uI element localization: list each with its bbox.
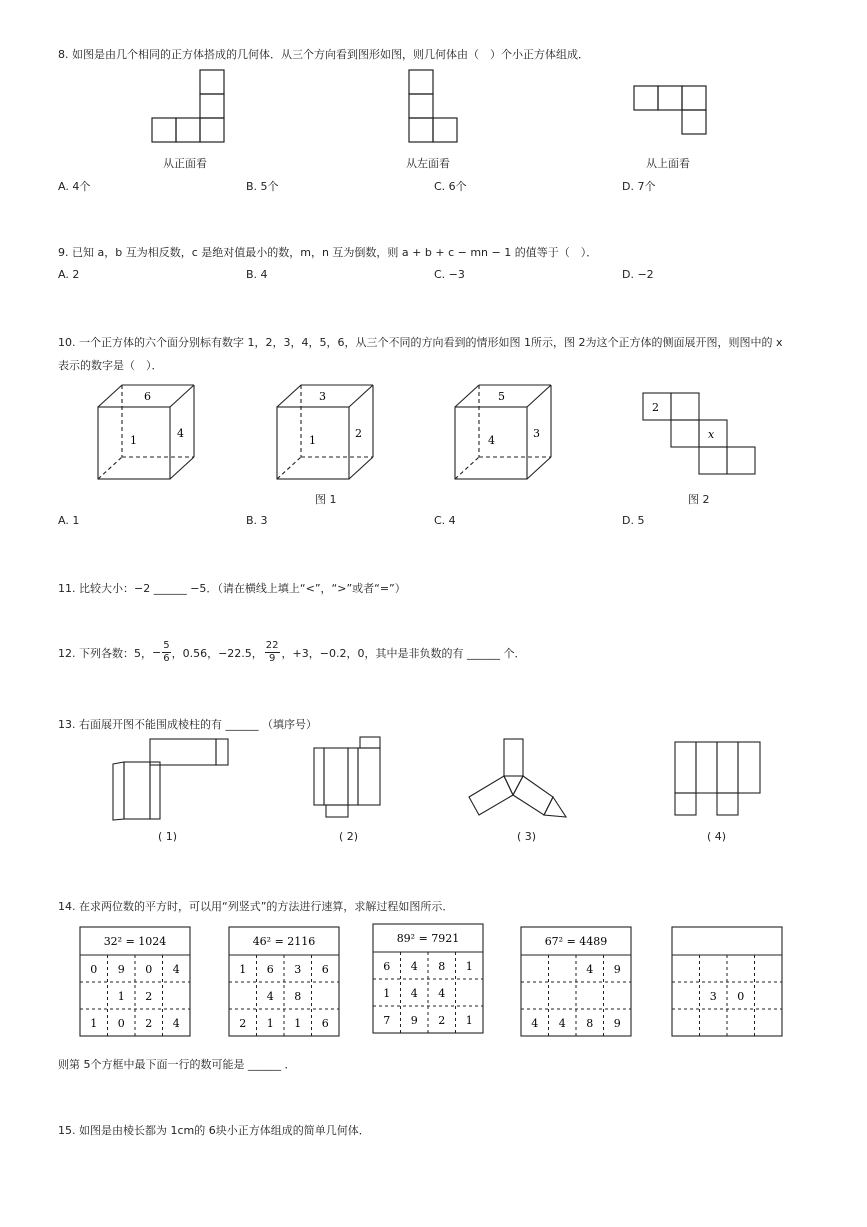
q10-option-a[interactable]: A. 1 [58, 514, 80, 527]
q14-digit: 2 [145, 990, 153, 1003]
q13-net-4 [673, 740, 765, 818]
q8-caption-top: 从上面看 [646, 157, 690, 170]
q14-digit: 9 [117, 963, 125, 976]
q14-digit: 1 [465, 1014, 473, 1027]
q14-digit: 4 [438, 987, 446, 1000]
q10-net-label-2: 2 [652, 401, 659, 414]
q14-digit: 2 [145, 1017, 153, 1030]
q14-digit: 9 [613, 963, 621, 976]
q14-digit: 1 [465, 960, 473, 973]
q9-option-d[interactable]: D. −2 [622, 268, 654, 281]
q14-digit: 1 [90, 1017, 98, 1030]
q9-option-c[interactable]: C. −3 [434, 268, 465, 281]
q14-text: 14. 在求两位数的平方时，可以用“列竖式”的方法进行速算，求解过程如图所示． [58, 900, 454, 913]
q10-cube-1-right: 4 [177, 427, 184, 440]
q12-frac2-num: 22 [265, 640, 279, 651]
q10-cube-2-right: 2 [355, 427, 362, 440]
q10-fig2-caption: 图 2 [688, 493, 710, 506]
q8-text: 8. 如图是由几个相同的正方体搭成的几何体．从三个方向看到图形如图，则几何体由（ ）个小正方体组成． [58, 48, 589, 61]
q8-option-c[interactable]: C. 6个 [434, 180, 467, 193]
q14-box-3 [372, 923, 484, 1034]
q14-digit: 4 [410, 960, 418, 973]
q15-text: 15. 如图是由棱长都为 1cm的 6块小正方体组成的简单几何体． [58, 1124, 370, 1137]
q13-caption-2: ( 2) [339, 830, 359, 843]
q8-front-view-figure [150, 68, 230, 144]
q14-digit: 4 [531, 1017, 539, 1030]
q10-text-line2: 表示的数字是（ ）． [58, 359, 163, 372]
q14-digit: 1 [383, 987, 391, 1000]
q8-top-view-figure [632, 84, 712, 138]
q12-frac2-den: 9 [268, 653, 276, 664]
q14-digit: 1 [294, 1017, 302, 1030]
q14-digit: 0 [145, 963, 153, 976]
q14-digit: 1 [239, 963, 247, 976]
q14-footer: 则第 5个方框中最下面一行的数可能是 ______ ． [58, 1058, 296, 1071]
q14-digit: 4 [410, 987, 418, 1000]
q12-suffix: ，+3，−0.2，0，其中是非负数的有 ______ 个． [281, 646, 526, 660]
q14-digit: 0 [737, 990, 745, 1003]
q8-caption-front: 从正面看 [163, 157, 207, 170]
q10-cube-3-top: 5 [498, 390, 505, 403]
q13-caption-3: ( 3) [517, 830, 537, 843]
q10-cube-1-top: 6 [144, 390, 151, 403]
q14-box-2 [228, 926, 340, 1037]
q13-net-2 [312, 735, 386, 821]
q10-net-label-x: x [708, 428, 715, 441]
q14-digit: 0 [90, 963, 98, 976]
q13-caption-1: ( 1) [158, 830, 178, 843]
q10-cube-1-front: 1 [130, 434, 137, 447]
q12-frac1 [162, 640, 170, 665]
q14-digit: 6 [321, 1017, 329, 1030]
q8-caption-left: 从左面看 [406, 157, 450, 170]
q10-cube-2-front: 1 [309, 434, 316, 447]
q10-option-d[interactable]: D. 5 [622, 514, 645, 527]
q14-digit: 8 [586, 1017, 594, 1030]
q14-digit: 2 [438, 1014, 446, 1027]
q12-frac2 [265, 640, 280, 665]
q10-fig1-caption: 图 1 [315, 493, 337, 506]
q12-frac1-num: 5 [163, 640, 170, 651]
q11-text: 11. 比较大小：−2 ______ −5．（请在横线上填上“<”，“>”或者“=”） [58, 582, 406, 595]
q10-cube-net [641, 392, 757, 478]
q12-frac1-den: 6 [163, 653, 170, 664]
q14-digit: 4 [558, 1017, 566, 1030]
q14-digit: 1 [266, 1017, 274, 1030]
q14-digit: 1 [117, 990, 125, 1003]
q12-mid: ，0.56，−22.5， [171, 646, 263, 660]
q10-cube-2-top: 3 [319, 390, 326, 403]
q8-option-d[interactable]: D. 7个 [622, 180, 656, 193]
q9-option-b[interactable]: B. 4 [246, 268, 268, 281]
q14-box-4 [520, 926, 632, 1037]
q14-digit: 7 [383, 1014, 391, 1027]
q10-cube-1 [96, 383, 196, 483]
q14-digit: 9 [613, 1017, 621, 1030]
q10-option-b[interactable]: B. 3 [246, 514, 268, 527]
q14-box-5 [671, 926, 783, 1037]
q12-frac1-sign: − [152, 646, 162, 659]
q14-box-title: 67² = 4489 [544, 935, 608, 948]
q14-digit: 0 [117, 1017, 125, 1030]
q14-digit: 3 [709, 990, 717, 1003]
q12-prefix: 12. 下列各数：5， [58, 646, 152, 660]
q13-net-1 [110, 738, 232, 822]
q14-digit: 6 [266, 963, 274, 976]
q10-cube-3 [453, 383, 553, 483]
q14-digit: 4 [266, 990, 274, 1003]
q14-digit: 4 [172, 1017, 180, 1030]
q14-box-title: 32² = 1024 [103, 935, 167, 948]
q14-digit: 8 [294, 990, 302, 1003]
q9-option-a[interactable]: A. 2 [58, 268, 80, 281]
q10-cube-2 [275, 383, 375, 483]
q14-box-title: 89² = 7921 [396, 932, 460, 945]
q14-digit: 4 [172, 963, 180, 976]
q10-cube-3-front: 4 [488, 434, 495, 447]
q8-option-a[interactable]: A. 4个 [58, 180, 91, 193]
q10-cube-3-right: 3 [533, 427, 540, 440]
q8-left-view-figure [407, 68, 461, 144]
q10-option-c[interactable]: C. 4 [434, 514, 456, 527]
q14-digit: 6 [321, 963, 329, 976]
q8-option-b[interactable]: B. 5个 [246, 180, 279, 193]
q14-box-1 [79, 926, 191, 1037]
q10-text-line1: 10. 一个正方体的六个面分别标有数字 1，2，3，4，5，6，从三个不同的方向看到的情形如图 1所示，图 2为这个正方体的侧面展开图，则图中的 x [58, 336, 783, 349]
q9-text: 9. 已知 a，b 互为相反数，c 是绝对值最小的数，m，n 互为倒数，则 a + b + c − mn − 1 的值等于（ ）． [58, 246, 598, 259]
q14-digit: 4 [586, 963, 594, 976]
q14-digit: 9 [410, 1014, 418, 1027]
q13-net-3 [466, 737, 570, 821]
q14-digit: 2 [239, 1017, 247, 1030]
q14-box-title: 46² = 2116 [252, 935, 316, 948]
q13-text: 13. 右面展开图不能围成棱柱的有 ______ （填序号） [58, 718, 317, 731]
q14-digit: 8 [438, 960, 446, 973]
q12-line [58, 640, 525, 665]
q14-digit: 6 [383, 960, 391, 973]
q14-digit: 3 [294, 963, 302, 976]
q13-caption-4: ( 4) [707, 830, 727, 843]
